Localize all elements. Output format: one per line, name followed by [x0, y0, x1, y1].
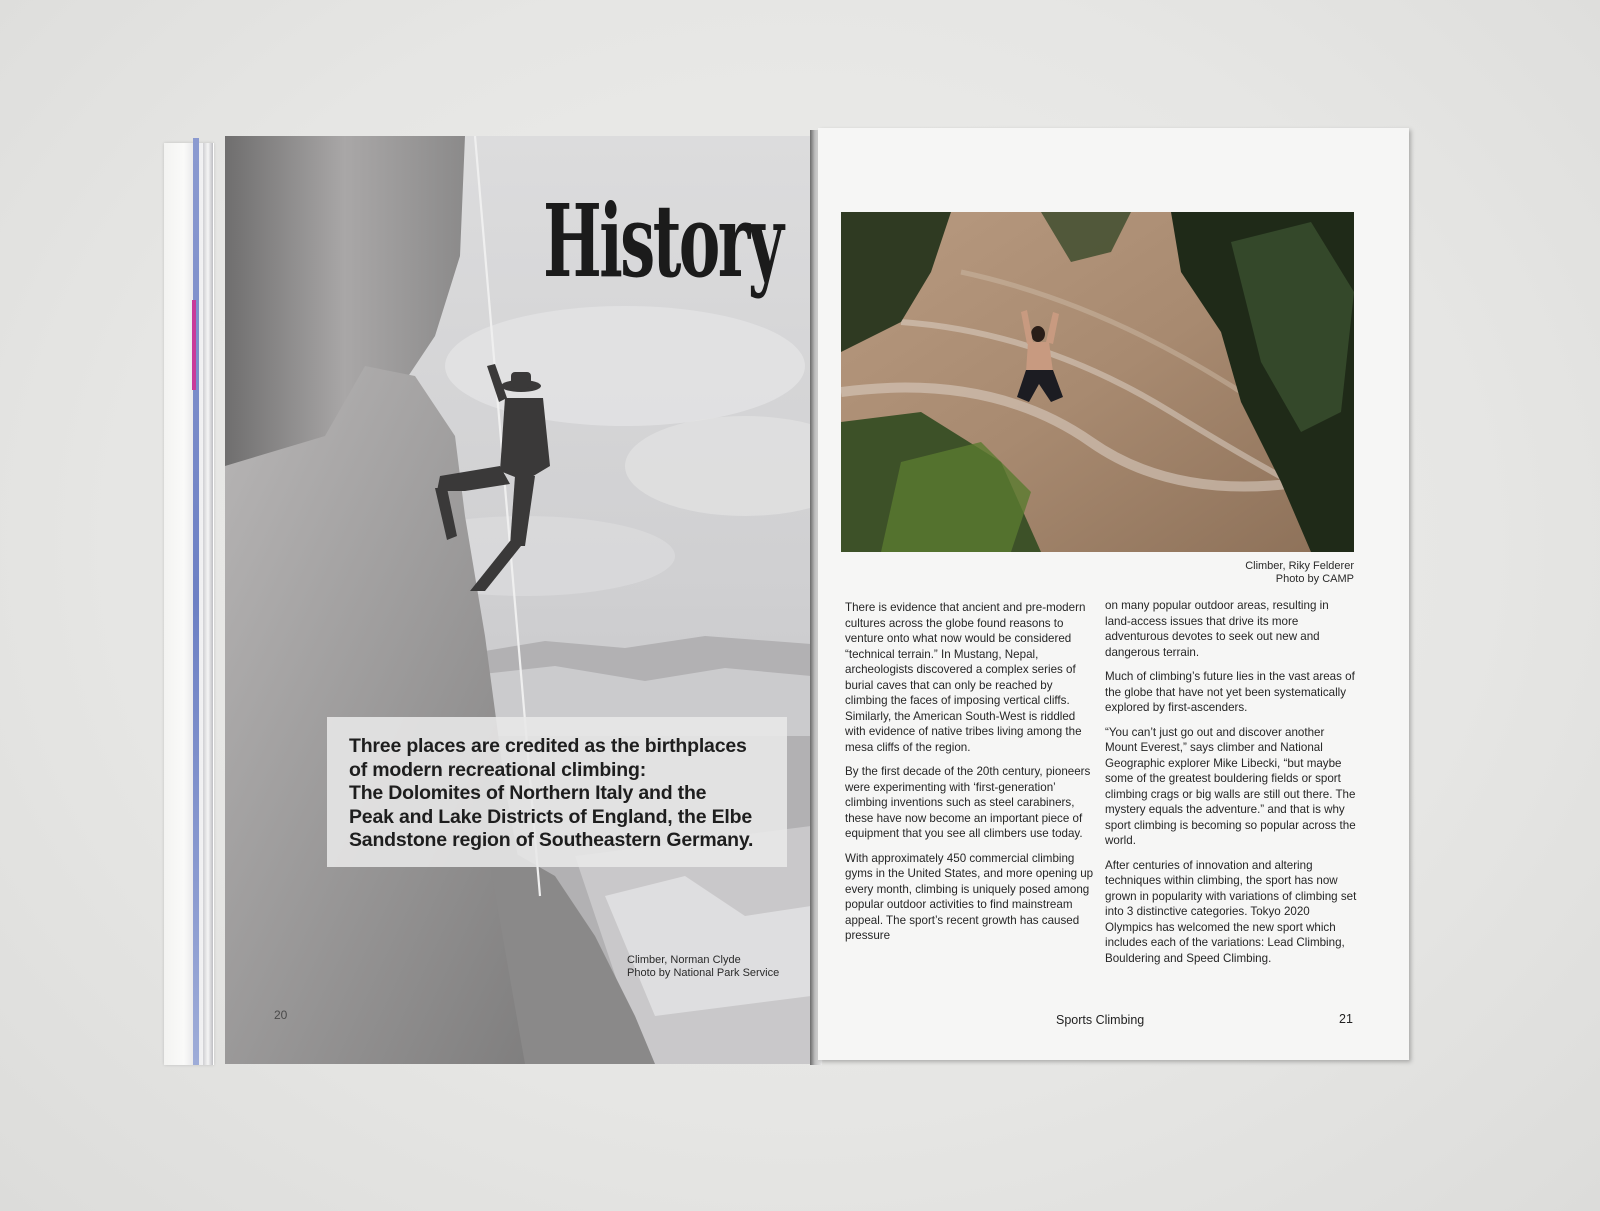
body-paragraph: on many popular outdoor areas, resulting in land-access issues that drive its more adventurous devotes to seek out new and dangerous terrain. [1105, 599, 1329, 659]
cover-edge [193, 138, 199, 1065]
body-column-2 [1105, 598, 1357, 975]
pullquote-box [327, 717, 787, 867]
body-paragraph: By the first decade of the 20th century, pioneers were experimenting with ‘first-generation’ climbing inventions such as steel carabiners, these have now become an important piece of equipment that you see all climbers use today. [845, 765, 1091, 840]
body-paragraph: “You can’t just go out and discover another Mount Everest,” says climber and National Geographic explorer Mike Libecki, “but maybe some of the greatest bouldering fields or sport climbing crags or big walls are still out there. The mystery equals the adventure.” and that is why sport climbing is becoming so popular across the world. [1105, 725, 1356, 847]
running-footer: Sports Climbing [1056, 1013, 1145, 1027]
left-page [225, 136, 811, 1064]
caption-line: Climber, Riky Felderer [1245, 560, 1354, 572]
pullquote-line: The Dolomites of Northern Italy and the [349, 782, 707, 804]
caption-line: Climber, Norman Clyde [627, 954, 741, 966]
body-paragraph: Much of climbing’s future lies in the vast areas of the globe that have not yet been systematically explored by first-ascenders. [1105, 670, 1355, 714]
photo-caption-right [1245, 560, 1354, 586]
body-paragraph: With approximately 450 commercial climbing gyms in the United States, and more opening up every month, climbing is uniquely posed among popular outdoor activities to find mainstream appeal. The sport’s recent growth has caused pressure [845, 851, 1094, 942]
pullquote-line: Three places are credited as the birthplaces [349, 735, 747, 757]
caption-line: Photo by National Park Service [627, 967, 780, 979]
body-paragraph: After centuries of innovation and altering techniques within climbing, the sport has now grown in popularity with variations of climbing set into 3 distinctive categories. Tokyo 2020 Olympics has welcomed the new sport which includes each of the variations: Lead Climbing, Bouldering and Speed Climbing. [1105, 858, 1357, 965]
page-title: History [542, 182, 781, 300]
body-column-1 [845, 600, 1095, 953]
pullquote-line: Sandstone region of Southeastern Germany. [349, 829, 754, 851]
page-stack-stripe [203, 143, 213, 1065]
pullquote-line: of modern recreational climbing: [349, 758, 646, 781]
photo-caption-left [627, 954, 779, 980]
page-number-left: 20 [274, 1008, 288, 1022]
page-number-right: 21 [1339, 1012, 1353, 1026]
body-paragraph: There is evidence that ancient and pre-modern cultures across the globe found reasons to venture onto what now would be considered “technical terrain.” In Mustang, Nepal, archeologists discovered a complex series of burial caves that can only be reached by climbing the faces of imposing vertical cliffs. Similarly, the American South-West is riddled with evidence of native tribes living among the mesa cliffs of the region. [845, 601, 1086, 754]
pullquote-line: Peak and Lake Districts of England, the Elbe [349, 805, 752, 828]
cover-edge-accent [192, 300, 196, 390]
caption-line: Photo by CAMP [1275, 573, 1354, 585]
right-page [818, 128, 1409, 1060]
climber-color-photo [841, 212, 1354, 552]
